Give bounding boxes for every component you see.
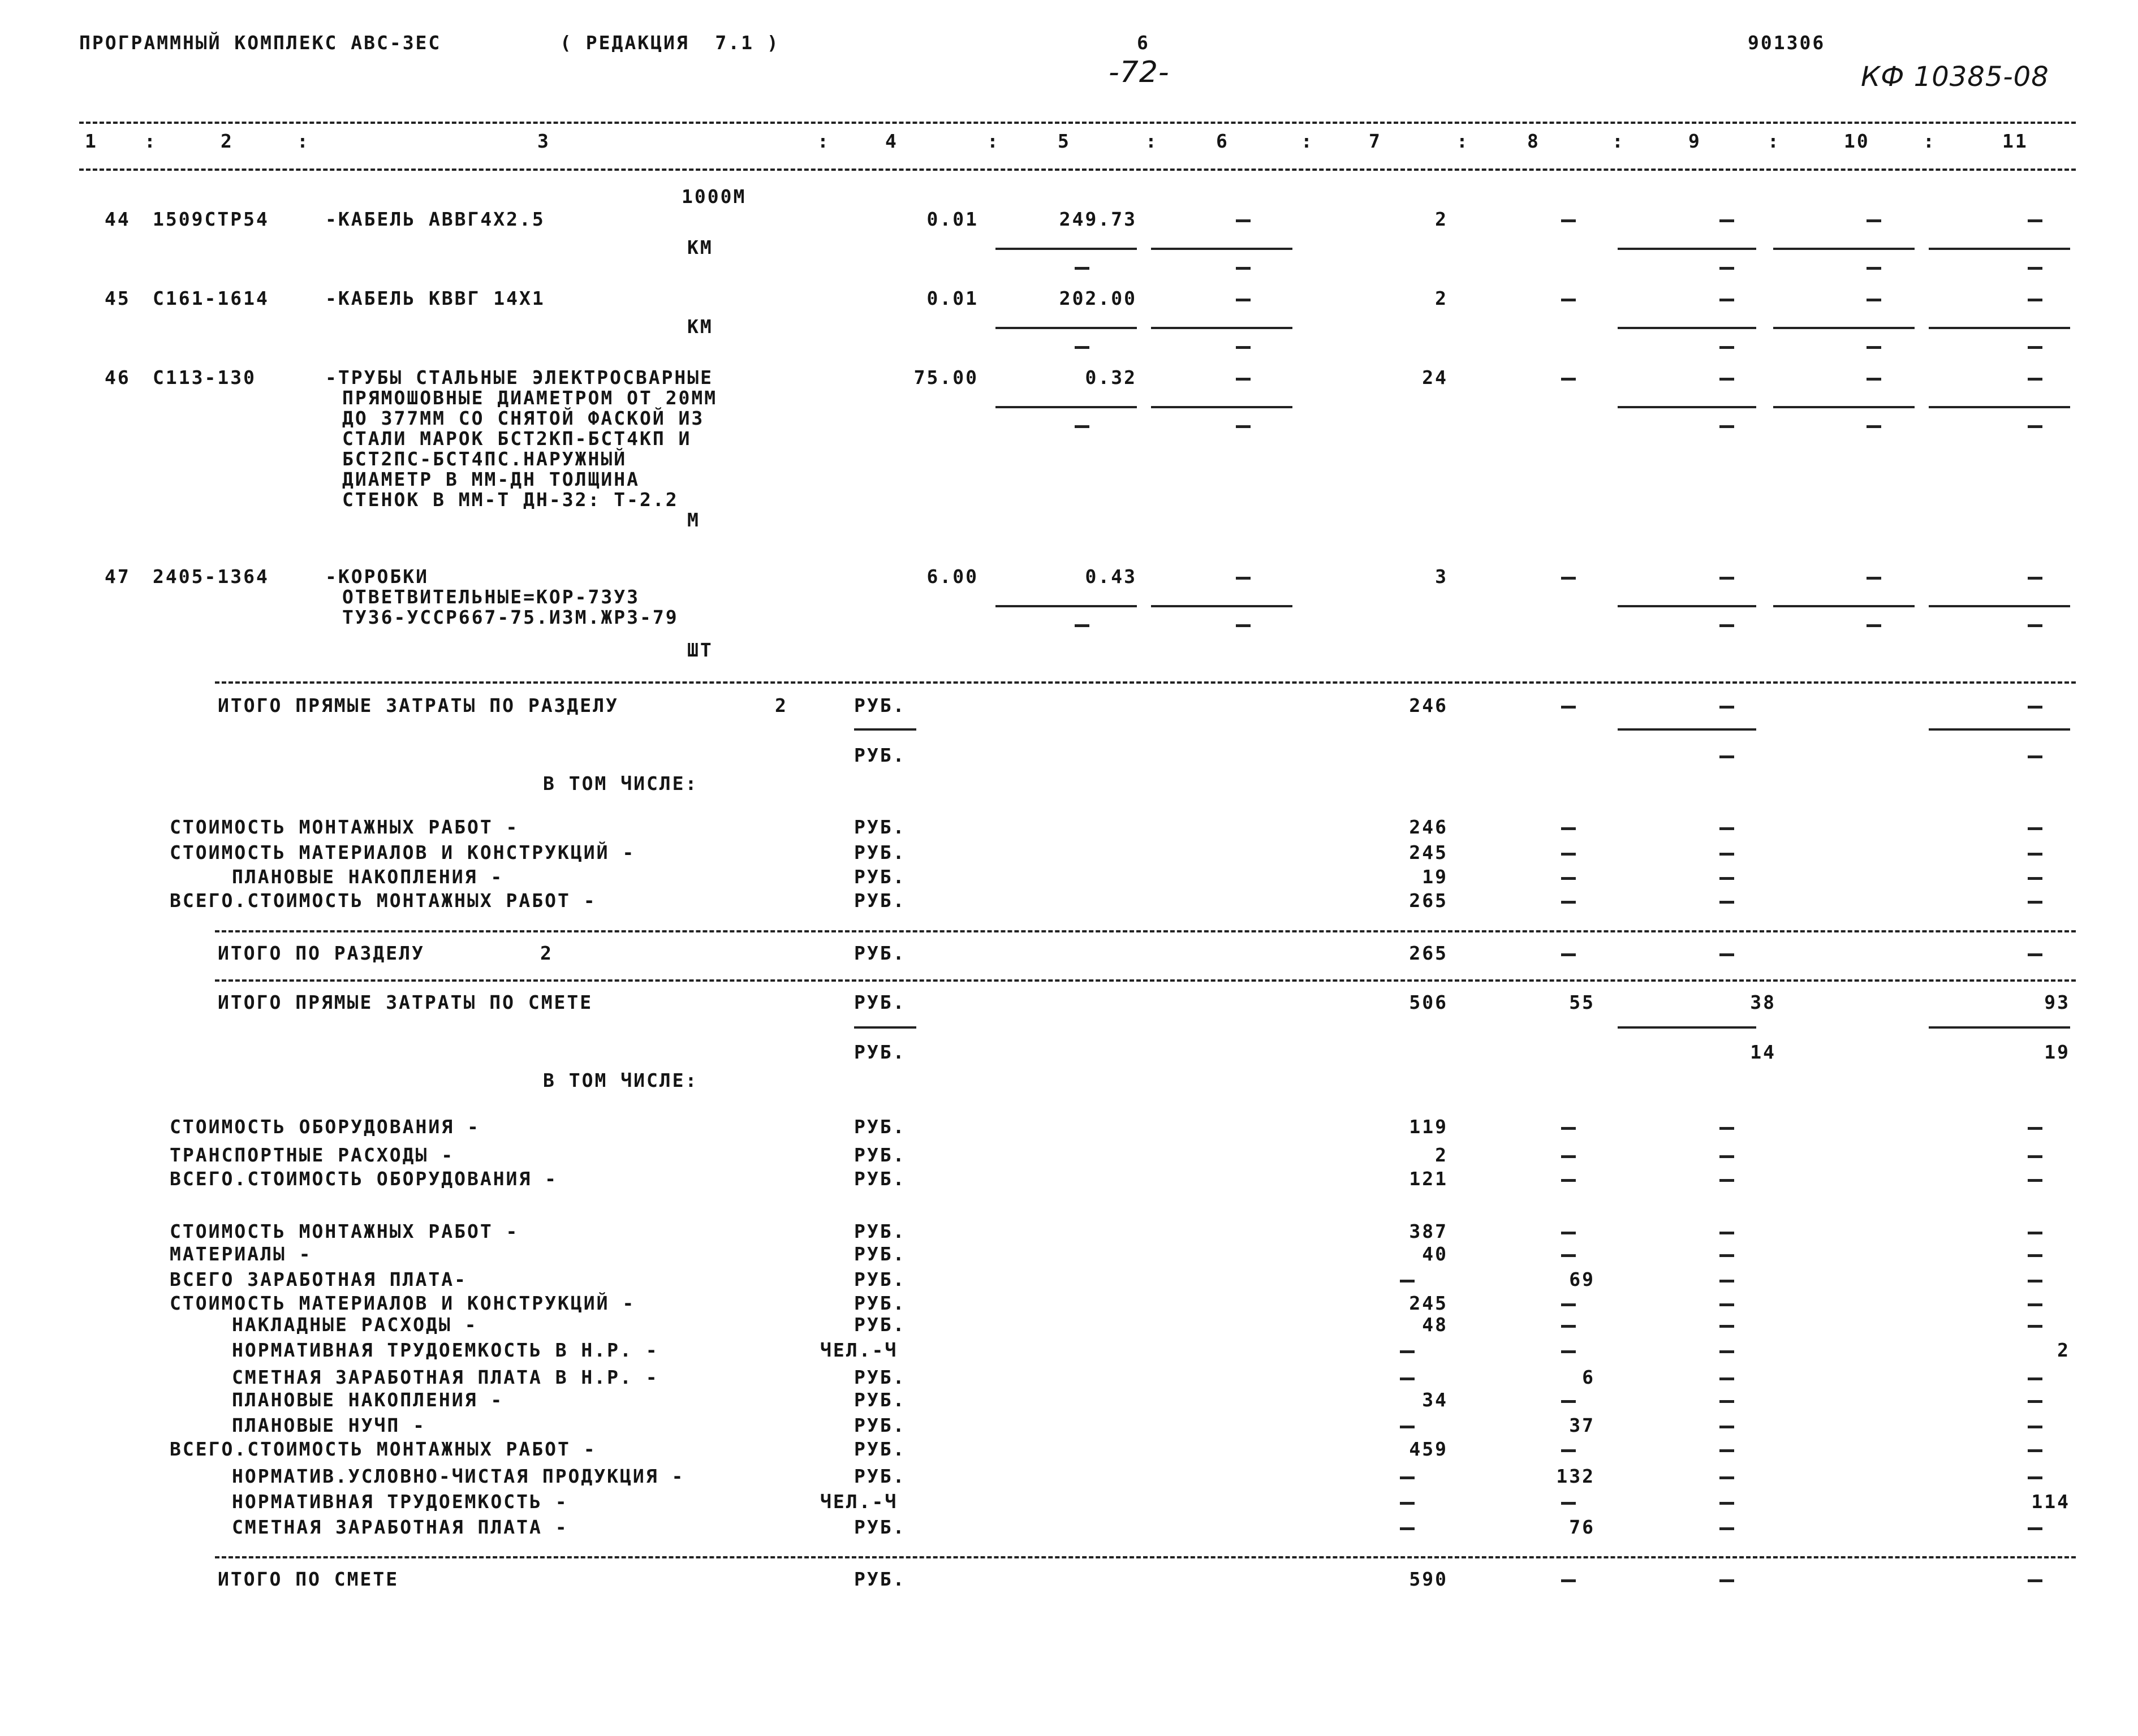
- empty-dash: [1400, 1280, 1415, 1282]
- empty-dash: [1236, 267, 1251, 270]
- empty-dash: [2028, 1325, 2042, 1328]
- empty-dash: [1236, 346, 1251, 349]
- empty-dash: [2028, 1127, 2042, 1130]
- column-separator: :: [817, 130, 830, 152]
- column-header-6: 6: [1216, 130, 1229, 152]
- empty-dash: [1867, 267, 1881, 270]
- item-price: 0.32: [1085, 366, 1137, 388]
- item-unit: КМ: [687, 316, 713, 338]
- cell-rule: [1618, 1026, 1756, 1029]
- empty-dash: [2028, 624, 2042, 627]
- section-row-value: 265: [1409, 889, 1448, 912]
- item-col7-value: 2: [1435, 208, 1448, 230]
- empty-dash: [2028, 299, 2042, 301]
- column-header-9: 9: [1688, 130, 1701, 152]
- estimate-total-value: 590: [1409, 1568, 1448, 1590]
- item-number: 47: [105, 565, 131, 588]
- cell-rule: [995, 406, 1137, 408]
- empty-dash: [1719, 1232, 1734, 1234]
- edition-label: ( РЕДАКЦИЯ 7.1 ): [560, 32, 780, 54]
- estimate-row-label: ПЛАНОВЫЕ НУЧП -: [232, 1414, 426, 1436]
- section-number: 2: [775, 694, 788, 716]
- item-price: 0.43: [1085, 565, 1137, 588]
- estimate-row-c7: 387: [1409, 1220, 1448, 1242]
- empty-dash: [2028, 425, 2042, 428]
- section-row-label: СТОИМОСТЬ МАТЕРИАЛОВ И КОНСТРУКЦИЙ -: [170, 841, 636, 863]
- empty-dash: [1719, 1527, 1734, 1530]
- empty-dash: [1719, 1449, 1734, 1452]
- rub-label: РУБ.: [854, 816, 906, 838]
- item-unit-top: 1000М: [682, 185, 747, 208]
- empty-dash: [1719, 953, 1734, 956]
- item-unit: КМ: [687, 236, 713, 258]
- empty-dash: [1561, 1400, 1576, 1403]
- empty-dash: [2028, 953, 2042, 956]
- empty-dash: [1719, 219, 1734, 222]
- empty-dash: [1719, 1476, 1734, 1479]
- estimate-row-label: ВСЕГО ЗАРАБОТНАЯ ПЛАТА-: [170, 1268, 467, 1290]
- estimate-row-label: ПЛАНОВЫЕ НАКОПЛЕНИЯ -: [232, 1389, 504, 1411]
- column-separator: :: [297, 130, 310, 152]
- empty-dash: [1561, 1449, 1576, 1452]
- unit-label: РУБ.: [854, 1220, 906, 1242]
- rub-label: РУБ.: [854, 744, 906, 766]
- estimate-direct-c11: 93: [2044, 991, 2070, 1013]
- estimate-row-c7: 119: [1409, 1116, 1448, 1138]
- empty-dash: [1719, 755, 1734, 758]
- document-code: 901306: [1748, 32, 1826, 54]
- item-name-line: ПРЯМОШОВНЫЕ ДИАМЕТРОМ ОТ 20ММ: [342, 387, 718, 409]
- empty-dash: [1561, 378, 1576, 381]
- empty-dash: [2028, 378, 2042, 381]
- empty-dash: [2028, 1232, 2042, 1234]
- rub-label: РУБ.: [854, 1041, 906, 1063]
- empty-dash: [1719, 267, 1734, 270]
- estimate-sub-c11: 19: [2044, 1041, 2070, 1063]
- section-row-value: 19: [1422, 866, 1448, 888]
- column-header-1: 1: [85, 130, 98, 152]
- cell-rule: [1151, 248, 1292, 250]
- column-separator: :: [1145, 130, 1158, 152]
- empty-dash: [2028, 706, 2042, 709]
- item-name-line: ОТВЕТВИТЕЛЬНЫЕ=КОР-73У3: [342, 586, 640, 608]
- item-name-line: -ТРУБЫ СТАЛЬНЫЕ ЭЛЕКТРОСВАРНЫЕ: [325, 366, 714, 388]
- header-bottom-rule: [79, 169, 2076, 171]
- column-header-7: 7: [1369, 130, 1382, 152]
- empty-dash: [1719, 425, 1734, 428]
- empty-dash: [1075, 346, 1089, 349]
- column-separator: :: [1301, 130, 1314, 152]
- empty-dash: [2028, 1449, 2042, 1452]
- estimate-row-label: ВСЕГО.СТОИМОСТЬ ОБОРУДОВАНИЯ -: [170, 1168, 558, 1190]
- empty-dash: [2028, 267, 2042, 270]
- cell-rule: [1929, 327, 2070, 329]
- item-quantity: 0.01: [926, 287, 979, 309]
- empty-dash: [2028, 1476, 2042, 1479]
- estimate-rule: [215, 979, 2076, 982]
- estimate-row-c7: 48: [1422, 1314, 1448, 1336]
- empty-dash: [1867, 346, 1881, 349]
- empty-dash: [1867, 378, 1881, 381]
- empty-dash: [1867, 299, 1881, 301]
- item-quantity: 6.00: [926, 565, 979, 588]
- including-label: В ТОМ ЧИСЛЕ:: [543, 772, 699, 794]
- estimate-sub-c9: 14: [1750, 1041, 1776, 1063]
- empty-dash: [2028, 1426, 2042, 1428]
- section-row-value: 245: [1409, 841, 1448, 863]
- cell-rule: [854, 1026, 916, 1029]
- empty-dash: [2028, 1377, 2042, 1380]
- empty-dash: [2028, 577, 2042, 580]
- column-separator: :: [1768, 130, 1781, 152]
- item-name-line: ДИАМЕТР В ММ-ДН ТОЛЩИНА: [342, 468, 640, 490]
- cell-rule: [1929, 728, 2070, 731]
- empty-dash: [1719, 346, 1734, 349]
- cell-rule: [995, 248, 1137, 250]
- estimate-row-label: МАТЕРИАЛЫ -: [170, 1243, 312, 1265]
- estimate-direct-label: ИТОГО ПРЯМЫЕ ЗАТРАТЫ ПО СМЕТЕ: [218, 991, 593, 1013]
- empty-dash: [1075, 624, 1089, 627]
- empty-dash: [1719, 827, 1734, 830]
- empty-dash: [2028, 877, 2042, 880]
- empty-dash: [1719, 1377, 1734, 1380]
- empty-dash: [2028, 1400, 2042, 1403]
- empty-dash: [1236, 378, 1251, 381]
- empty-dash: [1561, 1155, 1576, 1158]
- empty-dash: [2028, 827, 2042, 830]
- unit-label: РУБ.: [854, 1314, 906, 1336]
- cell-rule: [1151, 406, 1292, 408]
- column-header-2: 2: [221, 130, 234, 152]
- empty-dash: [2028, 1155, 2042, 1158]
- item-number: 44: [105, 208, 131, 230]
- section-direct-value: 246: [1409, 694, 1448, 716]
- estimate-row-c11: 114: [2031, 1491, 2070, 1513]
- item-name-line: СТАЛИ МАРОК БСТ2КП-БСТ4КП И: [342, 427, 692, 450]
- cell-rule: [1618, 605, 1756, 607]
- empty-dash: [1236, 577, 1251, 580]
- empty-dash: [1236, 299, 1251, 301]
- estimate-row-label: ВСЕГО.СТОИМОСТЬ МОНТАЖНЫХ РАБОТ -: [170, 1438, 597, 1460]
- rub-label: РУБ.: [854, 889, 906, 912]
- estimate-row-label: СТОИМОСТЬ ОБОРУДОВАНИЯ -: [170, 1116, 480, 1138]
- unit-label: РУБ.: [854, 1144, 906, 1166]
- cell-rule: [1151, 605, 1292, 607]
- item-code: С161-1614: [153, 287, 269, 309]
- empty-dash: [1400, 1426, 1415, 1428]
- unit-label: РУБ.: [854, 1389, 906, 1411]
- unit-label: РУБ.: [854, 1414, 906, 1436]
- empty-dash: [1867, 624, 1881, 627]
- empty-dash: [1561, 1232, 1576, 1234]
- item-name-line: СТЕНОК В ММ-Т ДН-32: Т-2.2: [342, 489, 679, 511]
- column-separator: :: [1456, 130, 1469, 152]
- estimate-direct-c9: 38: [1750, 991, 1776, 1013]
- estimate-rule: [215, 1556, 2076, 1558]
- item-name-line: -КАБЕЛЬ АВВГ4Х2.5: [325, 208, 545, 230]
- estimate-row-label: НОРМАТИВ.УСЛОВНО-ЧИСТАЯ ПРОДУКЦИЯ -: [232, 1465, 685, 1487]
- cell-rule: [995, 605, 1137, 607]
- estimate-row-c8: 37: [1569, 1414, 1595, 1436]
- rub-label: РУБ.: [854, 942, 906, 964]
- header-top-rule: [79, 122, 2076, 124]
- unit-label: ЧЕЛ.-Ч: [820, 1491, 898, 1513]
- rub-label: РУБ.: [854, 991, 906, 1013]
- cell-rule: [1929, 406, 2070, 408]
- cell-rule: [1773, 248, 1915, 250]
- empty-dash: [2028, 346, 2042, 349]
- column-header-4: 4: [885, 130, 898, 152]
- item-quantity: 0.01: [926, 208, 979, 230]
- unit-label: РУБ.: [854, 1243, 906, 1265]
- empty-dash: [1719, 1579, 1734, 1582]
- estimate-row-label: СМЕТНАЯ ЗАРАБОТНАЯ ПЛАТА В Н.Р. -: [232, 1366, 659, 1388]
- estimate-row-c8: 69: [1569, 1268, 1595, 1290]
- empty-dash: [1075, 267, 1089, 270]
- empty-dash: [1719, 1254, 1734, 1257]
- cell-rule: [1151, 327, 1292, 329]
- item-name-line: ДО 377ММ СО СНЯТОЙ ФАСКОЙ ИЗ: [342, 407, 705, 429]
- empty-dash: [1867, 219, 1881, 222]
- section-row-label: ВСЕГО.СТОИМОСТЬ МОНТАЖНЫХ РАБОТ -: [170, 889, 597, 912]
- empty-dash: [1561, 853, 1576, 856]
- item-number: 46: [105, 366, 131, 388]
- column-separator: :: [1923, 130, 1936, 152]
- empty-dash: [1561, 1350, 1576, 1353]
- empty-dash: [1719, 1350, 1734, 1353]
- empty-dash: [1719, 1400, 1734, 1403]
- item-price: 202.00: [1059, 287, 1137, 309]
- item-col7-value: 2: [1435, 287, 1448, 309]
- empty-dash: [1400, 1527, 1415, 1530]
- estimate-row-label: НАКЛАДНЫЕ РАСХОДЫ -: [232, 1314, 478, 1336]
- column-header-3: 3: [537, 130, 550, 152]
- cell-rule: [854, 728, 916, 731]
- unit-label: РУБ.: [854, 1292, 906, 1314]
- cell-rule: [1618, 327, 1756, 329]
- empty-dash: [1561, 577, 1576, 580]
- item-unit: М: [687, 509, 700, 531]
- empty-dash: [1719, 1502, 1734, 1505]
- item-name-line: ТУ36-УССР667-75.ИЗМ.ЖРЗ-79: [342, 606, 679, 628]
- item-number: 45: [105, 287, 131, 309]
- empty-dash: [1561, 1325, 1576, 1328]
- empty-dash: [1561, 1179, 1576, 1182]
- column-header-8: 8: [1527, 130, 1540, 152]
- empty-dash: [1561, 953, 1576, 956]
- unit-label: РУБ.: [854, 1168, 906, 1190]
- cell-rule: [1618, 728, 1756, 731]
- cell-rule: [995, 327, 1137, 329]
- empty-dash: [1561, 299, 1576, 301]
- item-code: 2405-1364: [153, 565, 269, 588]
- empty-dash: [1719, 1127, 1734, 1130]
- unit-label: РУБ.: [854, 1438, 906, 1460]
- item-code: 1509СТР54: [153, 208, 269, 230]
- cell-rule: [1773, 406, 1915, 408]
- rub-label: РУБ.: [854, 841, 906, 863]
- estimate-direct-c7: 506: [1409, 991, 1448, 1013]
- empty-dash: [1867, 577, 1881, 580]
- estimate-row-c7: 34: [1422, 1389, 1448, 1411]
- unit-label: РУБ.: [854, 1116, 906, 1138]
- column-header-10: 10: [1844, 130, 1870, 152]
- cell-rule: [1618, 406, 1756, 408]
- empty-dash: [1561, 827, 1576, 830]
- section-total-label: ИТОГО ПО РАЗДЕЛУ: [218, 942, 425, 964]
- column-separator: :: [144, 130, 157, 152]
- column-separator: :: [1612, 130, 1625, 152]
- item-code: С113-130: [153, 366, 256, 388]
- empty-dash: [1561, 1127, 1576, 1130]
- estimate-row-label: НОРМАТИВНАЯ ТРУДОЕМКОСТЬ -: [232, 1491, 568, 1513]
- item-name-line: -КАБЕЛЬ КВВГ 14Х1: [325, 287, 545, 309]
- estimate-row-c8: 6: [1582, 1366, 1595, 1388]
- unit-label: ЧЕЛ.-Ч: [820, 1339, 898, 1361]
- section-direct-label: ИТОГО ПРЯМЫЕ ЗАТРАТЫ ПО РАЗДЕЛУ: [218, 694, 619, 716]
- unit-label: РУБ.: [854, 1366, 906, 1388]
- empty-dash: [1719, 877, 1734, 880]
- estimate-row-c8: 132: [1556, 1465, 1595, 1487]
- item-quantity: 75.00: [913, 366, 979, 388]
- estimate-row-label: СТОИМОСТЬ МАТЕРИАЛОВ И КОНСТРУКЦИЙ -: [170, 1292, 636, 1314]
- cell-rule: [1773, 327, 1915, 329]
- including-label: В ТОМ ЧИСЛЕ:: [543, 1069, 699, 1091]
- estimate-total-label: ИТОГО ПО СМЕТЕ: [218, 1568, 399, 1590]
- column-header-5: 5: [1058, 130, 1071, 152]
- item-col7-value: 24: [1422, 366, 1448, 388]
- section-row-value: 246: [1409, 816, 1448, 838]
- empty-dash: [1236, 425, 1251, 428]
- rub-label: РУБ.: [854, 694, 906, 716]
- empty-dash: [2028, 1254, 2042, 1257]
- item-price: 249.73: [1059, 208, 1137, 230]
- empty-dash: [1561, 1303, 1576, 1306]
- estimate-row-label: НОРМАТИВНАЯ ТРУДОЕМКОСТЬ В Н.Р. -: [232, 1339, 659, 1361]
- section-row-label: ПЛАНОВЫЕ НАКОПЛЕНИЯ -: [232, 866, 504, 888]
- empty-dash: [2028, 755, 2042, 758]
- estimate-row-c7: 121: [1409, 1168, 1448, 1190]
- empty-dash: [1561, 706, 1576, 709]
- section-rule: [215, 681, 2076, 684]
- empty-dash: [2028, 901, 2042, 904]
- empty-dash: [1561, 877, 1576, 880]
- empty-dash: [1400, 1350, 1415, 1353]
- rub-label: РУБ.: [854, 866, 906, 888]
- empty-dash: [2028, 219, 2042, 222]
- section-row-label: СТОИМОСТЬ МОНТАЖНЫХ РАБОТ -: [170, 816, 519, 838]
- empty-dash: [1400, 1377, 1415, 1380]
- estimate-row-c7: 40: [1422, 1243, 1448, 1265]
- empty-dash: [2028, 853, 2042, 856]
- empty-dash: [1719, 1325, 1734, 1328]
- empty-dash: [1867, 425, 1881, 428]
- estimate-row-label: СТОИМОСТЬ МОНТАЖНЫХ РАБОТ -: [170, 1220, 519, 1242]
- empty-dash: [2028, 1579, 2042, 1582]
- cell-rule: [1929, 248, 2070, 250]
- cell-rule: [1618, 248, 1756, 250]
- program-title: ПРОГРАММНЫЙ КОМПЛЕКС АВС-ЗЕС: [79, 32, 442, 54]
- empty-dash: [1719, 1303, 1734, 1306]
- rub-label: РУБ.: [854, 1568, 906, 1590]
- empty-dash: [1561, 219, 1576, 222]
- estimate-direct-c8: 55: [1569, 991, 1595, 1013]
- empty-dash: [1719, 853, 1734, 856]
- estimate-row-c11: 2: [2057, 1339, 2070, 1361]
- estimate-row-c7: 2: [1435, 1144, 1448, 1166]
- sheet-number: 6: [1137, 32, 1150, 54]
- empty-dash: [1561, 901, 1576, 904]
- section-total-value: 265: [1409, 942, 1448, 964]
- empty-dash: [1719, 577, 1734, 580]
- estimate-row-label: ТРАНСПОРТНЫЕ РАСХОДЫ -: [170, 1144, 455, 1166]
- empty-dash: [1719, 1426, 1734, 1428]
- empty-dash: [1719, 1179, 1734, 1182]
- cell-rule: [1929, 605, 2070, 607]
- item-col7-value: 3: [1435, 565, 1448, 588]
- stamp-code: КФ 10385-08: [1861, 61, 2049, 93]
- empty-dash: [1561, 1579, 1576, 1582]
- estimate-row-c7: 245: [1409, 1292, 1448, 1314]
- unit-label: РУБ.: [854, 1465, 906, 1487]
- empty-dash: [1719, 1155, 1734, 1158]
- estimate-row-c8: 76: [1569, 1516, 1595, 1538]
- empty-dash: [1719, 624, 1734, 627]
- item-unit: ШТ: [687, 639, 713, 661]
- cell-rule: [1929, 1026, 2070, 1029]
- unit-label: РУБ.: [854, 1268, 906, 1290]
- section-rule: [215, 930, 2076, 932]
- item-name-line: -КОРОБКИ: [325, 565, 429, 588]
- empty-dash: [1719, 706, 1734, 709]
- empty-dash: [2028, 1527, 2042, 1530]
- empty-dash: [1561, 1502, 1576, 1505]
- empty-dash: [2028, 1179, 2042, 1182]
- empty-dash: [1236, 219, 1251, 222]
- column-header-11: 11: [2002, 130, 2028, 152]
- empty-dash: [2028, 1303, 2042, 1306]
- unit-label: РУБ.: [854, 1516, 906, 1538]
- cell-rule: [1773, 605, 1915, 607]
- empty-dash: [1400, 1476, 1415, 1479]
- item-name-line: БСТ2ПС-БСТ4ПС.НАРУЖНЫЙ: [342, 448, 627, 470]
- empty-dash: [2028, 1280, 2042, 1282]
- empty-dash: [1075, 425, 1089, 428]
- empty-dash: [1719, 1280, 1734, 1282]
- section-number: 2: [540, 942, 553, 964]
- empty-dash: [1719, 299, 1734, 301]
- column-separator: :: [987, 130, 1000, 152]
- empty-dash: [1400, 1502, 1415, 1505]
- empty-dash: [1719, 378, 1734, 381]
- estimate-row-label: СМЕТНАЯ ЗАРАБОТНАЯ ПЛАТА -: [232, 1516, 568, 1538]
- empty-dash: [1236, 624, 1251, 627]
- estimate-row-c7: 459: [1409, 1438, 1448, 1460]
- empty-dash: [1561, 1254, 1576, 1257]
- empty-dash: [1719, 901, 1734, 904]
- page-number: -72-: [1109, 55, 1170, 89]
